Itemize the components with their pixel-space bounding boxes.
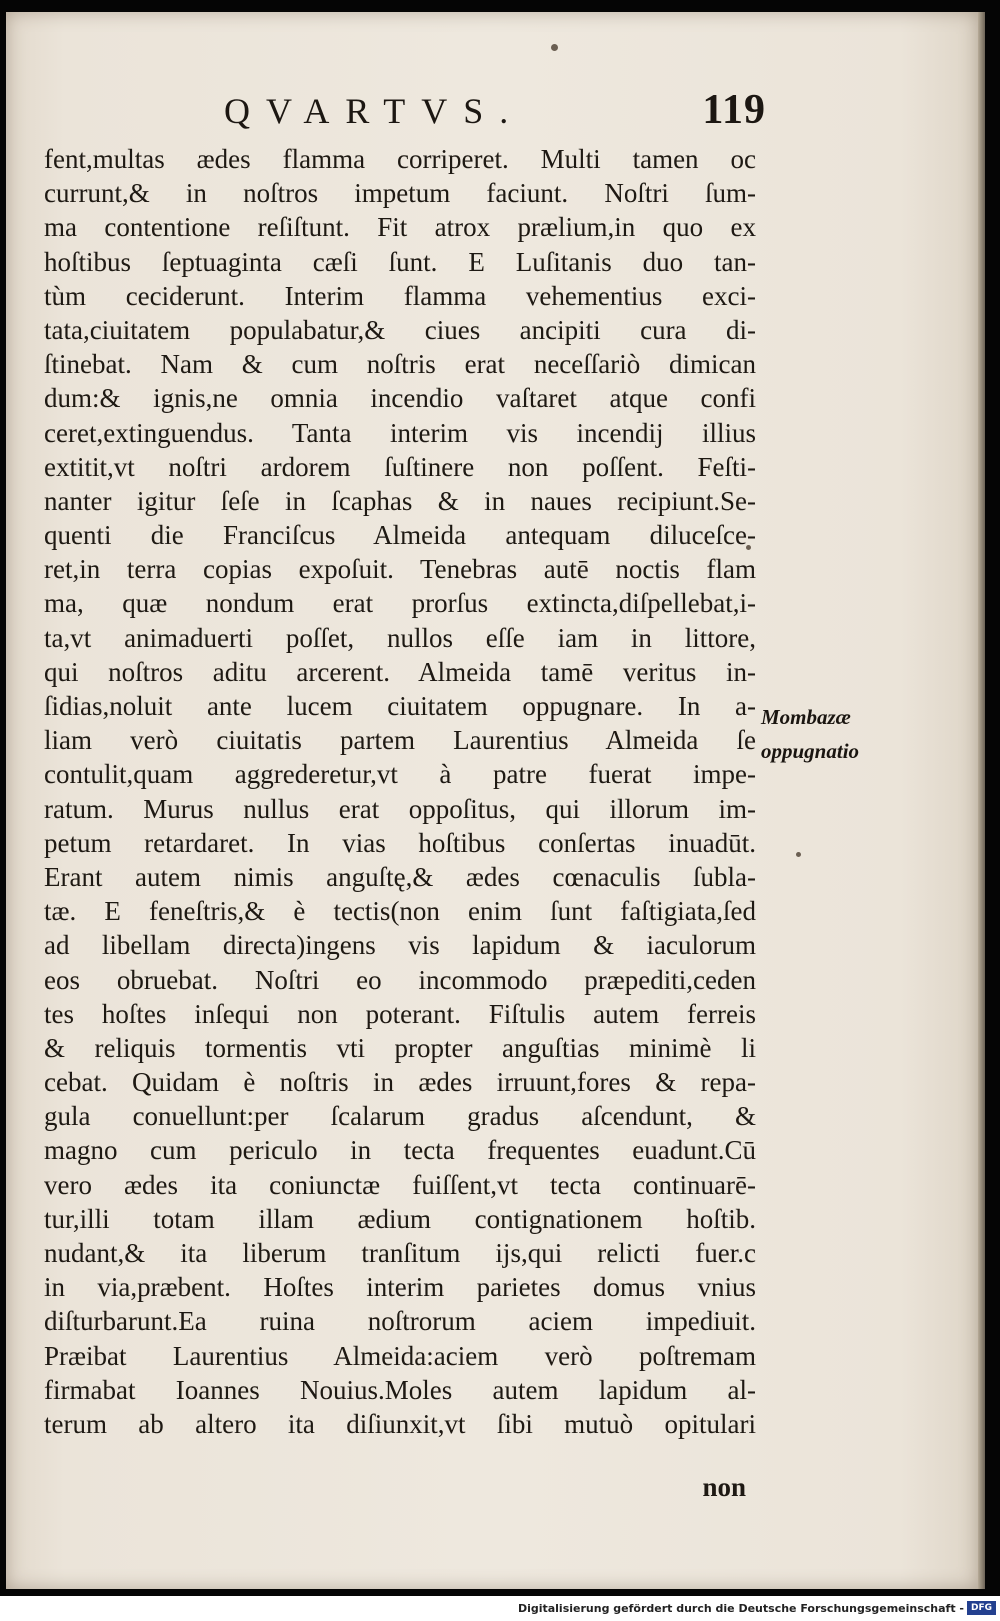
text-line: ma, quæ nondum erat prorſus extincta,diſpellebat,i- bbox=[44, 588, 756, 619]
text-line: ad libellam directa)ingens vis lapidum & iaculorum bbox=[44, 930, 756, 961]
marginal-note bbox=[761, 700, 886, 768]
text-line: ſtinebat. Nam & cum noſtris erat neceſſariò dimican bbox=[44, 349, 756, 380]
text-line: ceret,extinguendus. Tanta interim vis incendij illius bbox=[44, 417, 756, 448]
page-number: 119 bbox=[702, 87, 766, 133]
text-line: ret,in terra copias expoſuit. Tenebras autē noctis flam bbox=[44, 554, 756, 585]
text-line: ratum. Murus nullus erat oppoſitus, qui illorum im- bbox=[44, 793, 756, 824]
text-line: hoſtibus ſeptuaginta cæſi ſunt. E Luſitanis duo tan- bbox=[44, 246, 756, 277]
text-line: diſturbarunt.Ea ruina noſtrorum aciem impediuit. bbox=[44, 1306, 756, 1337]
catchword: non bbox=[702, 1472, 746, 1502]
text-line: qui noſtros aditu arcerent. Almeida tamē veritus in- bbox=[44, 656, 756, 687]
text-line: nanter igitur ſeſe in ſcaphas & in naues recipiunt.Se- bbox=[44, 485, 756, 516]
text-line: gula conuellunt:per ſcalarum gradus aſcendunt, & bbox=[44, 1101, 756, 1132]
text-line: terum ab altero ita diſiunxit,vt ſibi mutuò opitulari bbox=[44, 1408, 756, 1439]
dfg-logo: DFG bbox=[967, 1601, 996, 1615]
text-line: firmabat Ioannes Nouius.Moles autem lapidum al- bbox=[44, 1374, 756, 1405]
text-line: vero ædes ita coniunctæ fuiſſent,vt tecta continuarē- bbox=[44, 1169, 756, 1200]
running-head-title: QVARTVS. bbox=[224, 91, 525, 131]
text-line: Erant autem nimis anguſtę,& ædes cœnaculis ſubla- bbox=[44, 861, 756, 892]
book-page bbox=[6, 12, 978, 1589]
text-line: nudant,& ita liberum tranſitum ijs,qui relicti fuer.c bbox=[44, 1238, 756, 1268]
text-line: dum:& ignis,ne omnia incendio vaſtaret atque confi bbox=[44, 383, 756, 414]
text-line: quenti die Franciſcus Almeida antequam diluceſce- bbox=[44, 520, 756, 551]
text-line: tur,illi totam illam ædium contignationem hoſtib. bbox=[44, 1203, 756, 1234]
text-line: tata,ciuitatem populabatur,& ciues ancipiti cura di- bbox=[44, 314, 756, 345]
marginal-note-line: Mombazæ bbox=[761, 705, 851, 729]
marginal-note-line: oppugnatio bbox=[761, 739, 860, 763]
text-line: ma contentione reſiſtunt. Fit atrox prælium,in quo ex bbox=[44, 212, 756, 243]
text-line: petum retardaret. In vias hoſtibus conſertas inuadūt. bbox=[44, 827, 756, 858]
page-edge bbox=[978, 12, 985, 1589]
text-line: ta,vt animaduerti poſſet, nullos eſſe iam in littore, bbox=[44, 622, 756, 653]
text-line: tùm ceciderunt. Interim flamma vehementius exci- bbox=[44, 280, 756, 311]
footer-bar bbox=[0, 1596, 1000, 1621]
body-text bbox=[44, 142, 756, 1441]
text-line: Præibat Laurentius Almeida:aciem verò poſtremam bbox=[44, 1340, 756, 1371]
funding-credit: Digitalisierung gefördert durch die Deutsche Forschungsgemeinschaft - bbox=[517, 1602, 964, 1615]
text-line: liam verò ciuitatis partem Laurentius Almeida ſe bbox=[44, 725, 756, 756]
text-line: contulit,quam aggrederetur,vt à patre fuerat impe- bbox=[44, 759, 756, 790]
text-line: eos obruebat. Noſtri eo incommodo præpediti,ceden bbox=[44, 964, 756, 995]
text-line: tes hoſtes inſequi non poterant. Fiſtulis autem ferreis bbox=[44, 998, 756, 1029]
text-line: ſidias,noluit ante lucem ciuitatem oppugnare. In a- bbox=[44, 691, 756, 721]
text-line: fent,multas ædes flamma corriperet. Multi tamen oc bbox=[44, 144, 756, 174]
ink-speck bbox=[796, 852, 801, 857]
text-line: tæ. E feneſtris,& è tectis(non enim ſunt faſtigiata,ſed bbox=[44, 896, 756, 927]
text-line: magno cum periculo in tecta frequentes euadunt.Cū bbox=[44, 1135, 756, 1166]
running-head bbox=[46, 86, 766, 136]
text-line: & reliquis tormentis vti propter anguſtias minimè li bbox=[44, 1032, 756, 1063]
ink-speck bbox=[551, 44, 558, 51]
text-line: currunt,& in noſtros impetum faciunt. Noſtri ſum- bbox=[44, 178, 756, 209]
text-line: cebat. Quidam è noſtris in ædes irruunt,fores & repa- bbox=[44, 1067, 756, 1098]
text-line: extitit,vt noſtri ardorem ſuſtinere non poſſent. Feſti- bbox=[44, 451, 756, 482]
text-line: in via,præbent. Hoſtes interim parietes domus vnius bbox=[44, 1272, 756, 1303]
